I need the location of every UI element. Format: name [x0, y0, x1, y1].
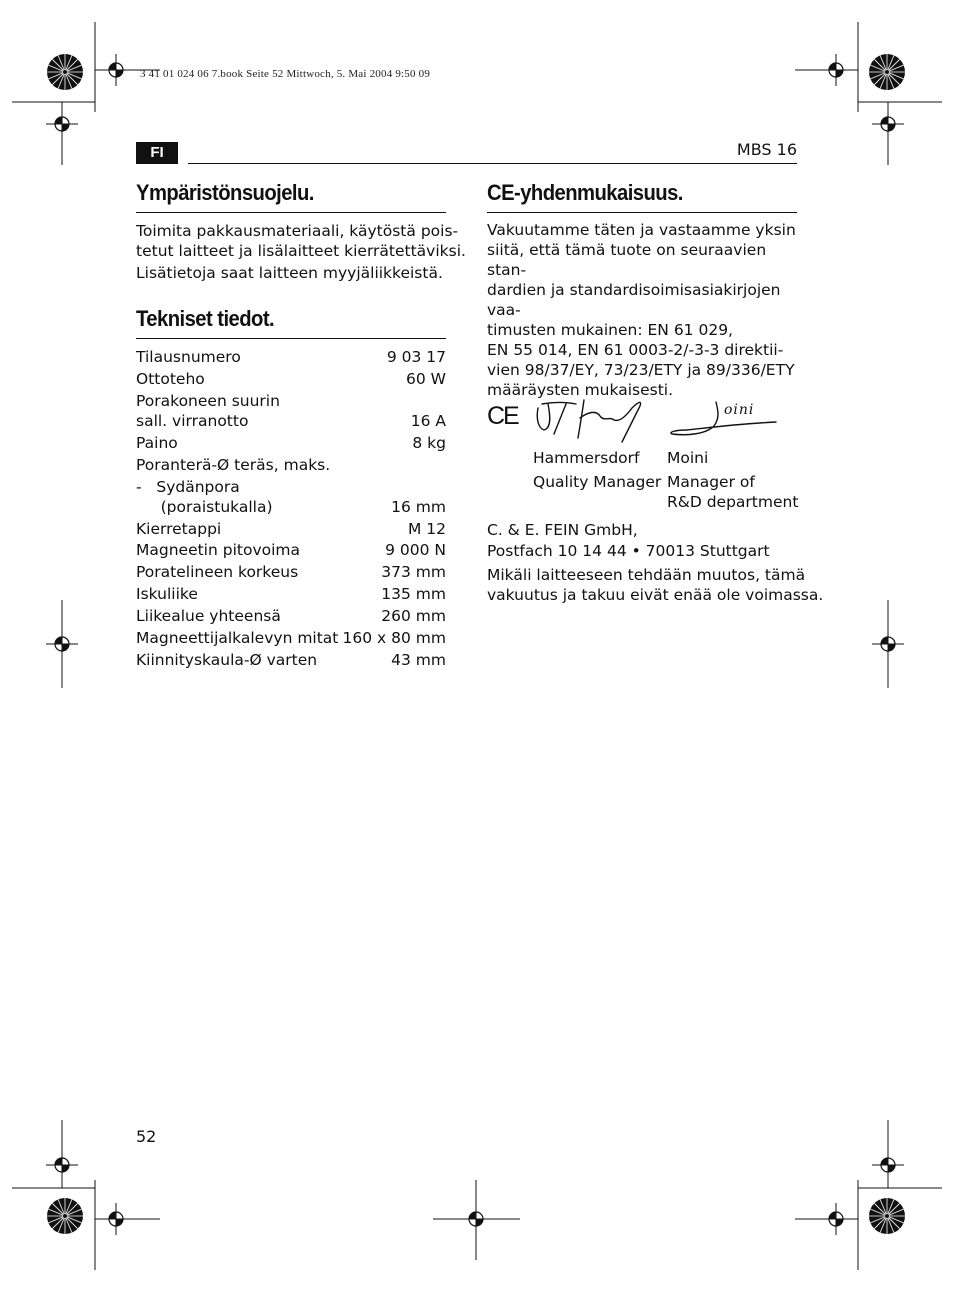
signature-moini-text: oini: [724, 402, 755, 418]
spec-value: 16 A: [410, 412, 446, 430]
spec-row: [136, 650, 446, 670]
signatory-1-role: Quality Manager: [533, 473, 662, 491]
ce-mark-icon: CE: [487, 402, 518, 430]
conformity-line: timusten mukainen: EN 61 029,: [487, 321, 733, 339]
spec-value: 9 000 N: [385, 541, 446, 559]
spec-row: [136, 347, 446, 367]
spec-label: Paino: [136, 434, 178, 452]
environment-text-line: tetut laitteet ja lisälaitteet kierrätettäviksi.: [136, 242, 466, 260]
signatory-1-name: Hammersdorf: [533, 449, 640, 467]
spec-value: M 12: [407, 520, 446, 538]
conformity-line: dardien ja standardisoimisasiakirjojen vaa-: [487, 281, 781, 319]
spec-row: [136, 369, 446, 389]
technical-title: Tekniset tiedot.: [136, 306, 275, 331]
signature-hammersdorf: [532, 396, 652, 446]
spec-row: [136, 519, 446, 539]
technical-rule: [136, 338, 446, 339]
spec-value: 60 W: [406, 370, 446, 388]
spec-row: [136, 433, 446, 453]
spec-value: 260 mm: [381, 607, 446, 625]
language-badge: FI: [136, 142, 178, 164]
modification-note: vakuutus ja takuu eivät enää ole voimassa.: [487, 586, 824, 604]
spec-value: 16 mm: [391, 498, 446, 516]
conformity-line: EN 55 014, EN 61 0003-2/-3-3 direktii-: [487, 341, 784, 359]
header-rule: [188, 163, 797, 164]
spec-label: Magneettijalkalevyn mitat: [136, 629, 339, 647]
conformity-line: Vakuutamme täten ja vastaamme yksin: [487, 221, 796, 239]
model-name: MBS 16: [736, 140, 797, 159]
spec-label: Magneetin pitovoima: [136, 541, 301, 559]
spec-value: 9 03 17: [386, 348, 446, 366]
page-number: 52: [136, 1127, 157, 1146]
spec-row: [136, 562, 446, 582]
spec-label: - Sydänpora (poraistukalla): [136, 478, 273, 516]
spec-label: Liikealue yhteensä: [136, 607, 281, 625]
spec-label: Poratelineen korkeus: [136, 563, 299, 581]
environment-text: [136, 221, 466, 283]
conformity-title: CE-yhdenmukaisuus.: [487, 180, 683, 205]
spec-label: Kiinnityskaula-Ø varten: [136, 651, 318, 669]
spec-row: [136, 584, 446, 604]
spec-value: 373 mm: [381, 563, 446, 581]
spec-row: [136, 628, 446, 648]
environment-title: Ympäristönsuojelu.: [136, 180, 314, 205]
spec-value: 135 mm: [381, 585, 446, 603]
signatory-2-department: R&D department: [667, 493, 799, 511]
environment-text-line: Toimita pakkausmateriaali, käytöstä pois-: [136, 222, 459, 240]
spec-value: 43 mm: [391, 651, 446, 669]
spec-row: [136, 477, 446, 517]
spec-row: [136, 391, 446, 431]
spec-row: [136, 540, 446, 560]
spec-row: [136, 606, 446, 626]
signatory-2-role: Manager of: [667, 473, 755, 491]
spec-value: 8 kg: [412, 434, 446, 452]
conformity-line: vien 98/37/EY, 73/23/ETY ja 89/336/ETY: [487, 361, 795, 379]
spec-label: Iskuliike: [136, 585, 198, 603]
spec-label: Poranterä-Ø teräs, maks.: [136, 456, 331, 474]
spec-label: Tilausnumero: [136, 348, 241, 366]
conformity-line: määräysten mukaisesti.: [487, 381, 674, 399]
company-name: C. & E. FEIN GmbH,: [487, 521, 638, 539]
conformity-text: [487, 220, 807, 400]
spec-value: 160 x 80 mm: [342, 629, 446, 647]
environment-text-line: Lisätietoja saat laitteen myyjäliikkeistä.: [136, 264, 443, 282]
signatory-2-name: Moini: [667, 449, 709, 467]
print-info: 3 41 01 024 06 7.book Seite 52 Mittwoch, 5. Mai 2004 9:50 09: [140, 68, 431, 80]
environment-rule: [136, 212, 446, 213]
modification-note: Mikäli laitteeseen tehdään muutos, tämä: [487, 566, 806, 584]
conformity-rule: [487, 212, 797, 213]
spec-label: Ottoteho: [136, 370, 205, 388]
company-address: Postfach 10 14 44 • 70013 Stuttgart: [487, 542, 770, 560]
spec-row: [136, 455, 446, 475]
conformity-line: siitä, että tämä tuote on seuraavien stan-: [487, 241, 767, 279]
spec-label: Kierretappi: [136, 520, 222, 538]
spec-label: Porakoneen suurin sall. virranotto: [136, 392, 280, 430]
